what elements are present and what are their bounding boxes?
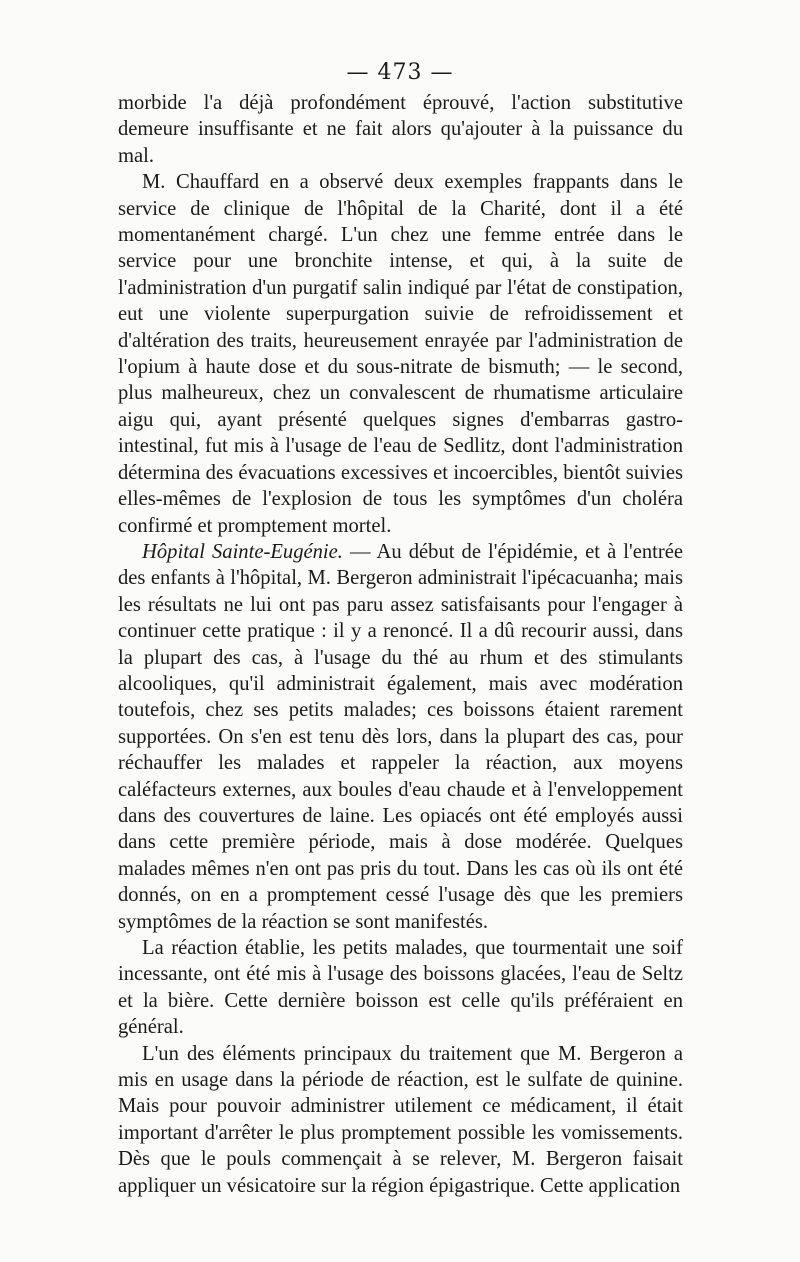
paragraph-4: La réaction établie, les petits malades, que tourmentait une soif incessante, ont été mis à l'usage des boissons glacées, l'eau de Seltz et la bière. Cette dernière boisson est celle qu'ils préféraient en général.: [118, 937, 683, 1039]
paragraph-5: L'un des éléments principaux du traitement que M. Bergeron a mis en usage dans la période de réaction, est le sulfate de quinine. Mais pour pouvoir administrer utilement ce médicament, il était important d'arrêter le plus promptement possible les vomissements. Dès que le pouls commençait à se relever, M. Bergeron faisait appliquer un vésicatoire sur la région épigastrique. Cette application: [118, 1042, 683, 1197]
paragraph-2: M. Chauffard en a observé deux exemples frappants dans le service de clinique de l'hôpital de la Charité, dont il a été momentanément chargé. L'un chez une femme entrée dans le service pour une bronchite intense, et qui, à la suite de l'administration d'un purgatif salin indiqué par l'état de constipation, eut une violente superpurgation suivie de refroidissement et d'altération des traits, heureusement enrayée par l'administration de l'opium à haute dose et du sous-nitrate de bismuth; — le second, plus malheureux, chez un convalescent de rhumatisme articulaire aigu qui, ayant présenté quelques signes d'embarras gastro-intestinal, fut mis à l'usage de l'eau de Sedlitz, dont l'administration détermina des évacuations excessives et incoercibles, bientôt suivies elles-mêmes de l'explosion de tous les symptômes d'un choléra confirmé et promptement mortel.: [118, 171, 683, 537]
section-heading-hopital-sainte-eugenie: Hôpital Sainte-Eugénie.: [142, 540, 343, 563]
page-number: — 473 —: [346, 60, 454, 85]
body-text: [118, 90, 683, 1199]
paragraph-1: morbide l'a déjà profondément éprouvé, l'action substitutive demeure insuffisante et ne fait alors qu'ajouter à la puissance du mal.: [118, 92, 683, 167]
paragraph-3: [118, 539, 683, 935]
paragraph-3-text: — Au début de l'épidémie, et à l'entrée des enfants à l'hôpital, M. Bergeron administrait l'ipécacuanha; mais les résultats ne lui ont pas paru assez satisfaisants pour l'engager à continuer cette pratique : il y a renoncé. Il a dû recourir aussi, dans la plupart des cas, à l'usage du thé au rhum et des stimulants alcooliques, qu'il administrait également, mais avec modération toutefois, chez ses petits malades; ces boissons étaient rarement supportées. On s'en est tenu dès lors, dans la plupart des cas, pour réchauffer les malades et rappeler la réaction, aux moyens caléfacteurs externes, aux boules d'eau chaude et à l'enveloppement dans des couvertures de laine. Les opiacés ont été employés aussi dans cette première période, mais à dose modérée. Quelques malades mêmes n'en ont pas pris du tout. Dans les cas où ils ont été donnés, on en a promptement cessé l'usage dès que les premiers symptômes de la réaction se sont manifestés.: [118, 540, 683, 933]
